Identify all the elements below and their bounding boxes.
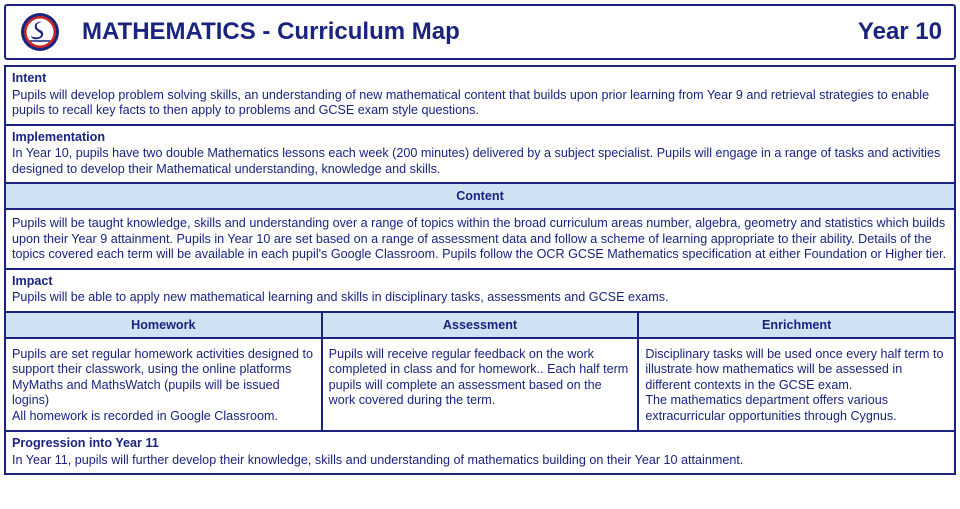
implementation-text: In Year 10, pupils have two double Mathematics lessons each week (200 minutes) delivered by a subject specialist. Pupils will engage in a range of tasks and activities designed to develop their Mathematical understanding, knowledge and skills. bbox=[12, 146, 941, 176]
assessment-heading: Assessment bbox=[323, 313, 638, 339]
impact-text: Pupils will be able to apply new mathematical learning and skills in disciplinary tasks, assessments and GCSE exams. bbox=[12, 290, 669, 304]
content-section bbox=[6, 210, 954, 270]
curriculum-map bbox=[4, 4, 956, 475]
three-column-section bbox=[6, 313, 954, 433]
swan-logo-icon bbox=[20, 12, 60, 52]
homework-heading: Homework bbox=[6, 313, 321, 339]
implementation-section bbox=[6, 126, 954, 185]
intent-heading: Intent bbox=[12, 71, 47, 85]
content-heading: Content bbox=[6, 184, 954, 210]
header bbox=[4, 4, 956, 60]
curriculum-body bbox=[4, 65, 956, 475]
year-label: Year 10 bbox=[857, 18, 942, 45]
homework-column bbox=[6, 313, 323, 431]
implementation-heading: Implementation bbox=[12, 129, 106, 144]
assessment-text: Pupils will receive regular feedback on the work completed in class and for homework.. Each half term pupils will complete an assessment based on the work covered during the term. bbox=[328, 346, 629, 407]
intent-text: Pupils will develop problem solving skills, an understanding of new mathematical content that builds upon prior learning from Year 9 and retrieval strategies to enable pupils to recall key facts to then apply to problems and GCSE exam style questions. bbox=[12, 87, 930, 117]
impact-heading: Impact bbox=[12, 273, 53, 288]
progression-text: In Year 11, pupils will further develop their knowledge, skills and understanding of mathematics building on their Year 10 attainment. bbox=[12, 452, 744, 467]
enrichment-heading: Enrichment bbox=[639, 313, 954, 339]
enrichment-column bbox=[639, 313, 954, 431]
assessment-column bbox=[323, 313, 640, 431]
homework-text: Pupils are set regular homework activities designed to support their classwork, using the online platforms MyMaths and MathsWatch (pupils will be issued logins) All homework is recorded in Google Classroom. bbox=[12, 346, 314, 423]
progression-heading: Progression into Year 11 bbox=[12, 436, 159, 450]
intent-section bbox=[6, 67, 954, 126]
progression-section bbox=[6, 432, 954, 473]
impact-section bbox=[6, 270, 954, 313]
content-text: Pupils will be taught knowledge, skills and understanding over a range of topics within the broad curriculum areas number, algebra, geometry and statistics which builds upon their Year 9 attainment. Pupils in Year 10 are set based on a range of assessment data and follow a scheme of learning appropriate to their ability. Details of the topics covered each term will be available in each pupil's Google Classroom. Pupils follow the OCR GCSE Mathematics specification at either Foundation or Higher tier. bbox=[12, 216, 947, 261]
page-title: MATHEMATICS - Curriculum Map bbox=[82, 18, 460, 45]
enrichment-text: Disciplinary tasks will be used once every half term to illustrate how mathematics will be assessed in different contexts in the GCSE exam. The mathematics department offers various extracurricular opportunities through Cygnus. bbox=[645, 346, 944, 423]
